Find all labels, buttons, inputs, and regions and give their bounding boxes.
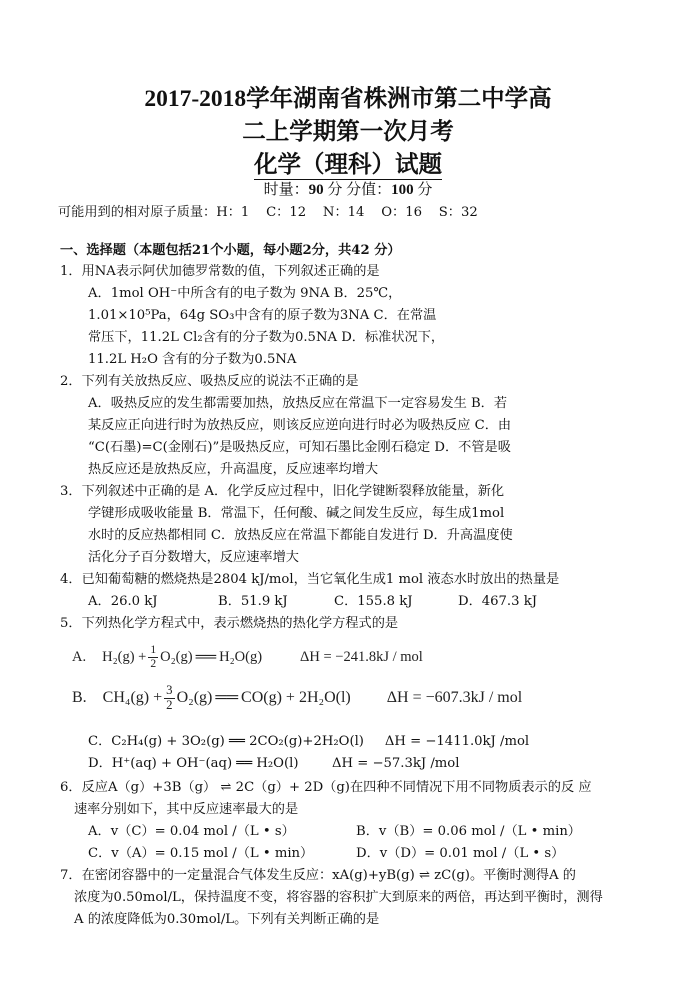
q4-option-a: A．26.0 kJ: [88, 594, 158, 609]
q5-option-b-equation: [72, 675, 522, 721]
q5-b-frac-den: 2: [166, 697, 173, 712]
q1-line-3: 1.01×10⁵Pa，64g SO₃中含有的原子数为3NA C．在常温: [88, 308, 437, 323]
q6-option-a: A．v（C）= 0.04 mol /（L • s）: [88, 824, 295, 839]
q2-line-2: A．吸热反应的发生都需要加热，放热反应在常温下一定容易发生 B．若: [88, 396, 508, 411]
title-line-3: [0, 145, 696, 179]
q2-line-5: 热反应还是放热反应，升高温度，反应速率均增大: [88, 462, 379, 477]
q5-b-frac-num: 3: [166, 683, 173, 698]
q5-b-mid: O₂(g): [176, 689, 213, 706]
q3-line-4: 活化分子百分数增大，反应速率增大: [88, 550, 299, 565]
q2-line-1: 2．下列有关放热反应、吸热反应的说法不正确的是: [60, 374, 359, 389]
q7-line-3: A 的浓度降低为0.30mol/L。下列有关判断正确的是: [74, 912, 380, 927]
q2-line-3: 某反应正向进行时为放热反应，则该反应逆向进行时必为吸热反应 C．由: [88, 418, 512, 433]
q5-b-right: CO(g) + 2H₂O(l): [241, 689, 351, 706]
q5-b-left: CH₄(g) +: [102, 689, 163, 706]
section-heading: 一、选择题（本题包括21个小题，每小题2分，共42 分）: [60, 243, 401, 258]
q4-option-c: C．155.8 kJ: [334, 594, 413, 609]
q7-line-2: 浓度为0.50mol/L，保持温度不变，将容器的容积扩大到原来的两倍，再达到平衡时，测得: [74, 890, 603, 905]
atomic-mass-line: 可能用到的相对原子质量：H：1 C：12 N：14 O：16 S：32: [58, 205, 478, 220]
q5-option-a-equation: [72, 634, 423, 680]
q3-line-2: 学键形成吸收能量 B．常温下，任何酸、碱之间发生反应，每生成1mol: [88, 506, 505, 521]
score-value: 100: [391, 182, 414, 198]
q5-a-fraction: [148, 644, 158, 669]
time-value: 90: [308, 182, 324, 198]
q5-a-frac-num: 1: [150, 643, 157, 657]
q3-line-1: 3．下列叙述中正确的是 A．化学反应过程中，旧化学键断裂释放能量，新化: [60, 484, 505, 499]
q5-a-left: H₂(g) +: [102, 648, 147, 665]
time-label: 时量：: [263, 182, 309, 198]
q5-b-equals-sign: ══: [215, 689, 239, 706]
q5-a-enthalpy: ΔH = −241.8kJ / mol: [300, 648, 423, 665]
q1-line-2: A．1mol OH⁻中所含有的电子数为 9NA B．25℃，: [88, 286, 402, 301]
q5-a-mid: O₂(g): [160, 648, 193, 665]
q1-line-4: 常压下，11.2L Cl₂含有的分子数为0.5NA D．标准状况下，: [88, 330, 445, 345]
score-label: 分值：: [342, 182, 392, 198]
q1-line-1: 1．用NA表示阿伏加德罗常数的值，下列叙述正确的是: [60, 264, 380, 279]
q4-option-b: B．51.9 kJ: [218, 594, 288, 609]
q5-a-equals-sign: ══: [195, 648, 217, 665]
q4-option-d: D．467.3 kJ: [458, 594, 537, 609]
q5-stem: 5．下列热化学方程式中，表示燃烧热的热化学方程式的是: [60, 616, 399, 631]
q5-option-c: C．C₂H₄(g) + 3O₂(g) ══ 2CO₂(g)+2H₂O(l) ΔH = −1411.0kJ /mol: [88, 734, 530, 749]
time-unit: 分: [323, 182, 343, 198]
q6-option-c: C．v（A）= 0.15 mol /（L • min）: [88, 846, 314, 861]
q5-option-d: D．H⁺(aq) + OH⁻(aq) ══ H₂O(l) ΔH = −57.3kJ /mol: [88, 756, 460, 771]
q3-line-3: 水时的反应热都相同 C．放热反应在常温下都能自发进行 D．升高温度使: [88, 528, 513, 543]
time-score-line: [0, 178, 696, 199]
q6-stem-line-1: 6．反应A（g）+3B（g） ⇌ 2C（g）+ 2D（g)在四种不同情况下用不同物质表示的反 应: [60, 780, 592, 795]
q5-a-right: H₂O(g): [219, 648, 263, 665]
q5-b-fraction: [164, 684, 174, 712]
q6-option-b: B．v（B）= 0.06 mol /（L • min）: [356, 824, 581, 839]
q5-a-label: A.: [72, 648, 87, 665]
score-unit: 分: [413, 182, 433, 198]
q5-b-enthalpy: ΔH = −607.3kJ / mol: [386, 689, 523, 706]
q5-a-frac-den: 2: [150, 656, 157, 670]
q5-b-label: B.: [72, 689, 87, 706]
q6-option-d: D．v（D）= 0.01 mol /（L • s）: [356, 846, 565, 861]
q7-line-1: 7．在密闭容器中的一定量混合气体发生反应：xA(g)+yB(g) ⇌ zC(g)。平衡时测得A 的: [60, 868, 576, 883]
title-line-1: 2017-2018学年湖南省株洲市第二中学高: [144, 86, 552, 112]
title-line-2: 二上学期第一次月考: [242, 119, 454, 145]
q2-line-4: “C(石墨)=C(金刚石)”是吸热反应，可知石墨比金刚石稳定 D．不管是吸: [88, 440, 511, 455]
q4-stem: 4．已知葡萄糖的燃烧热是2804 kJ/mol，当它氧化生成1 mol 液态水时放出的热量是: [60, 572, 560, 587]
subject-title: 化学（理科）试题: [254, 152, 442, 178]
q6-stem-line-2: 速率分别如下，其中反应速率最大的是: [74, 802, 299, 817]
q1-line-5: 11.2L H₂O 含有的分子数为0.5NA: [88, 352, 297, 367]
